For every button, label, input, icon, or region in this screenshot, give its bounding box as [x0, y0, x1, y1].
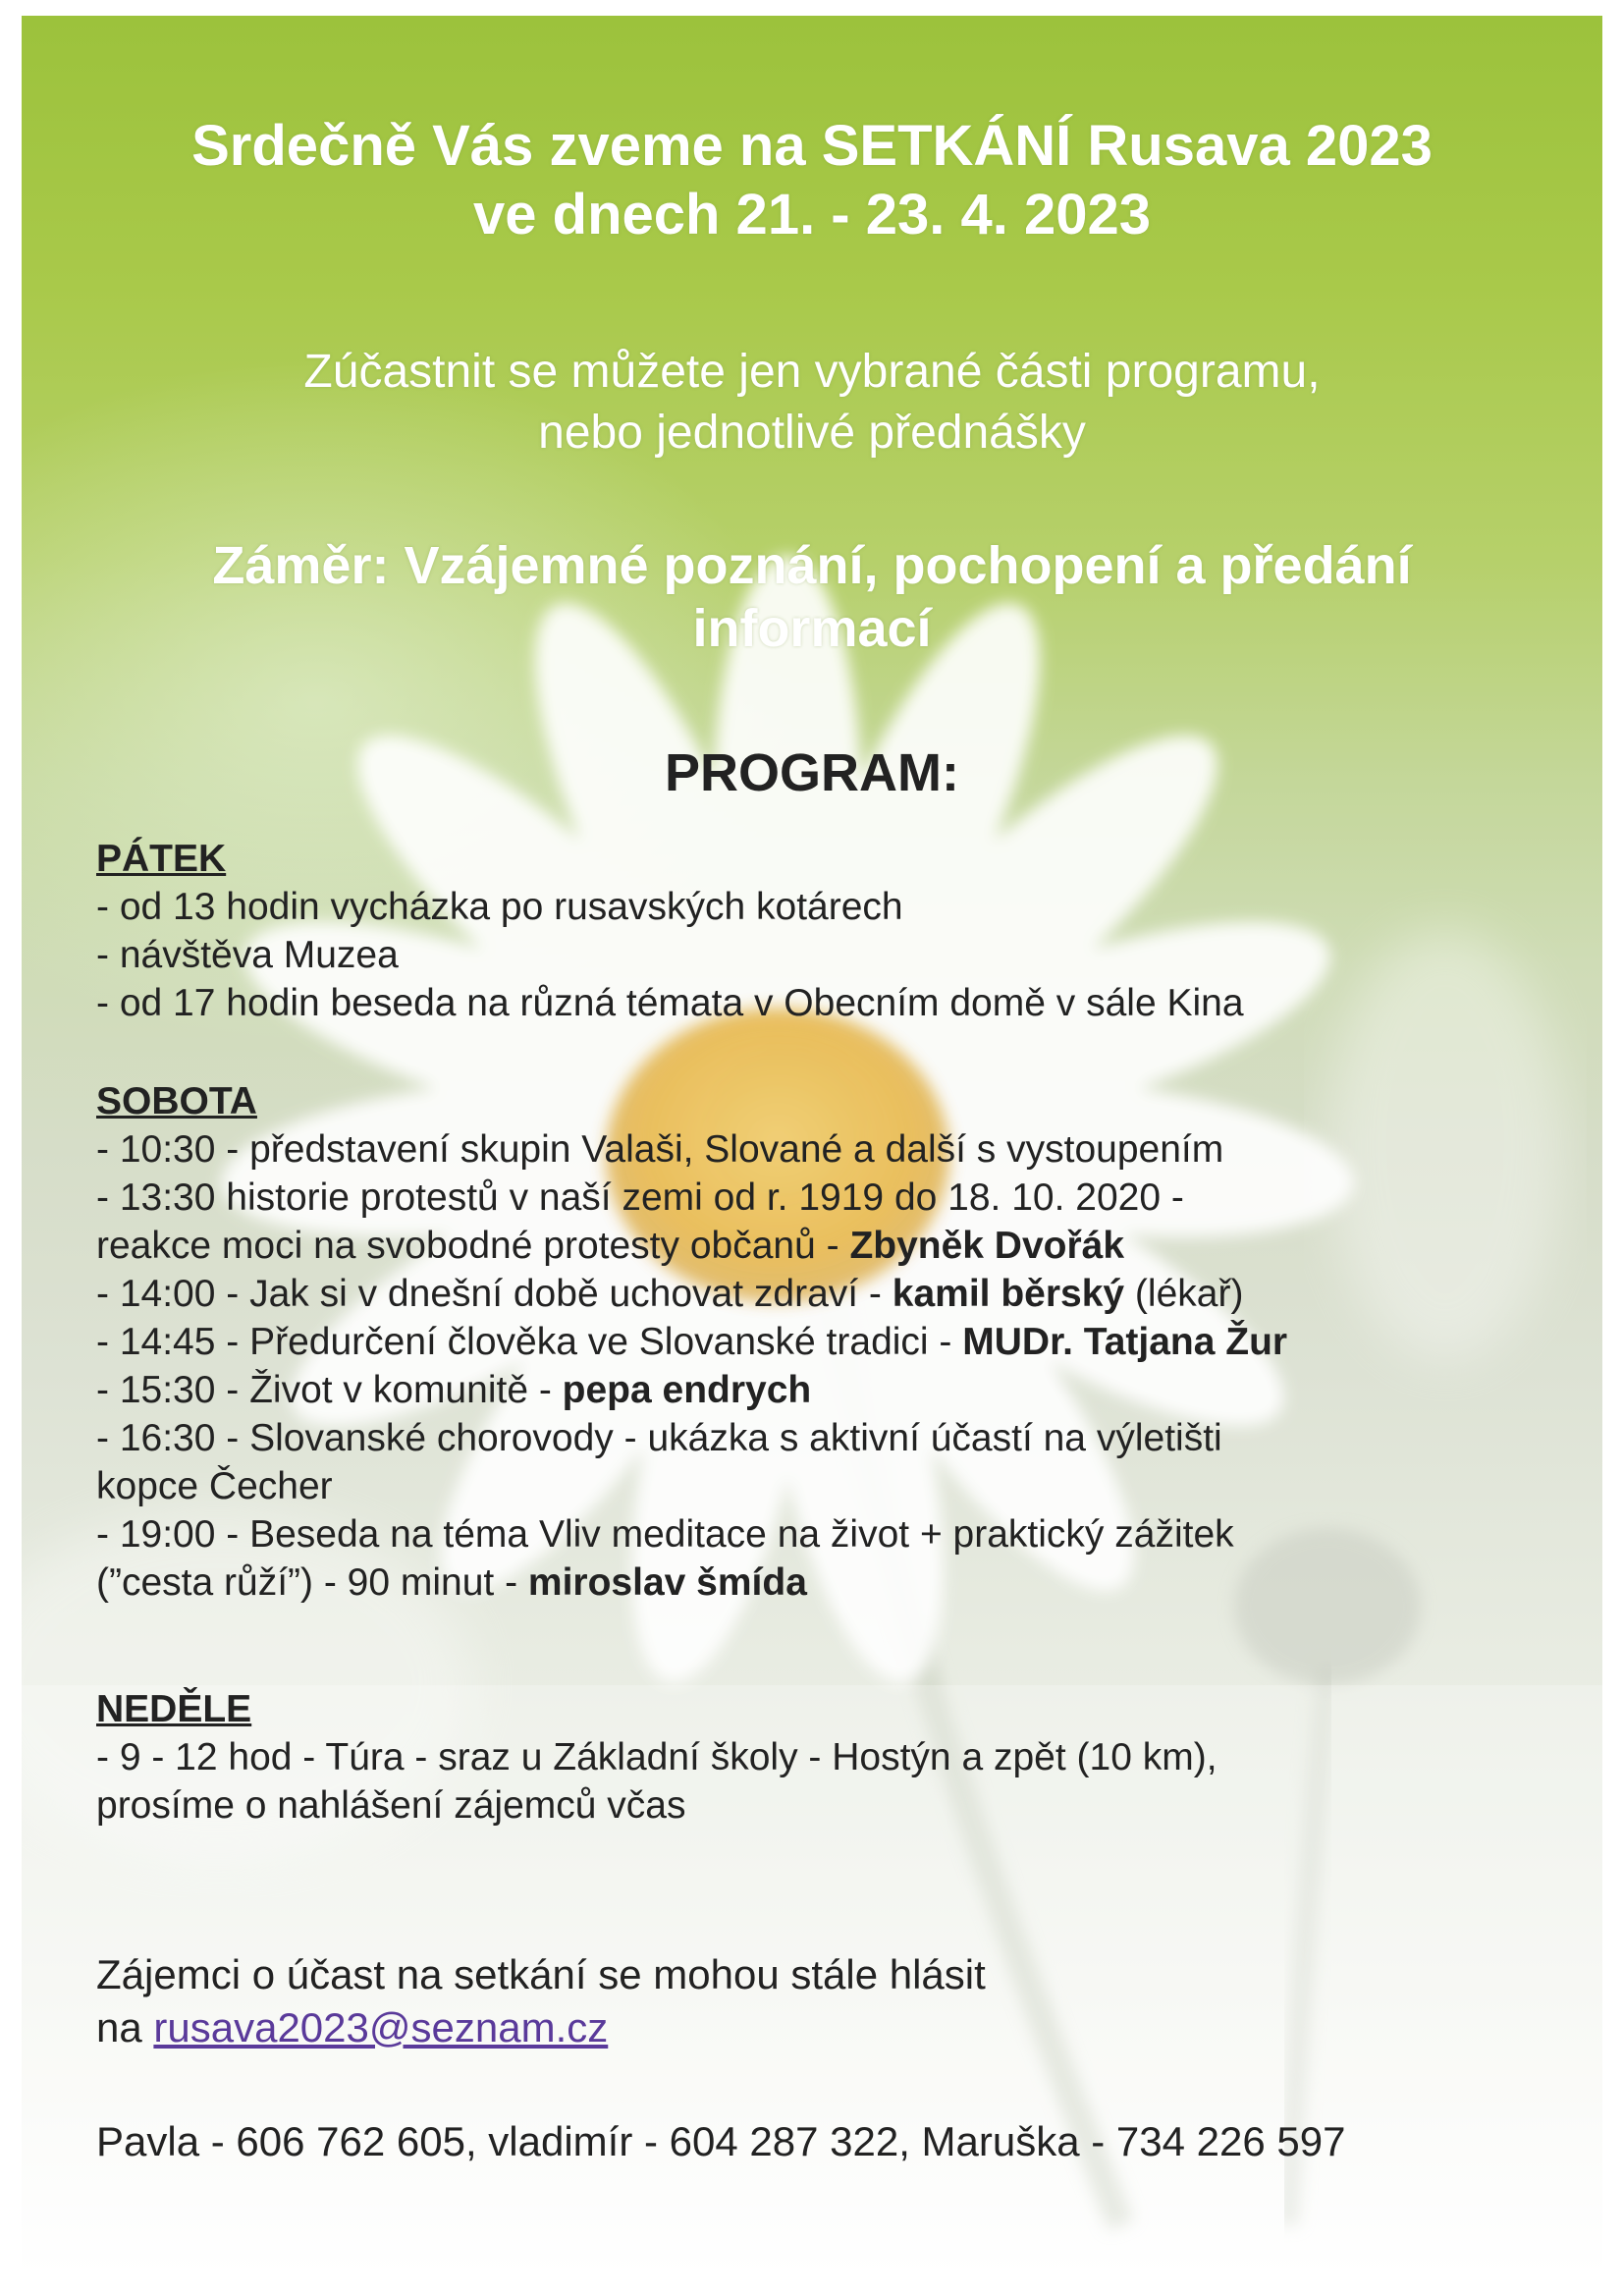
- saturday-item-2-text: reakce moci na svobodné protesty občanů -: [96, 1225, 850, 1267]
- speaker-bersky-role: (lékař): [1124, 1273, 1244, 1315]
- saturday-item-7-text: (”cesta růží”) - 90 minut -: [96, 1561, 528, 1604]
- saturday-item-1: - 10:30 - představení skupin Valaši, Slované a další s vystoupením: [96, 1128, 1224, 1171]
- subtitle-line-2: nebo jednotlivé přednášky: [538, 407, 1086, 459]
- saturday-item-7: - 19:00 - Beseda na téma Vliv meditace na život + praktický zážitek: [96, 1513, 1234, 1556]
- contact-line: Zájemci o účast na setkání se mohou stále hlásit: [96, 1951, 986, 1997]
- sunday-label: NEDĚLE: [96, 1688, 252, 1730]
- intent-line-2: informací: [692, 599, 932, 658]
- invitation-title: [22, 112, 1602, 249]
- intent-statement: [22, 534, 1602, 660]
- poster: [22, 16, 1602, 2274]
- saturday-item-5: [96, 1366, 1569, 1414]
- saturday-item-5-text: - 15:30 - Život v komunitě -: [96, 1369, 563, 1411]
- saturday-item-4: [96, 1318, 1569, 1366]
- friday-label: PÁTEK: [96, 838, 227, 880]
- contact-email-line: [96, 2001, 1569, 2054]
- saturday-item-3-text: - 14:00 - Jak si v dnešní době uchovat zdraví -: [96, 1273, 893, 1315]
- saturday-item-6: - 16:30 - Slovanské chorovody - ukázka s aktivní účastí na výletišti: [96, 1417, 1222, 1459]
- saturday-item-2-cont: [96, 1222, 1569, 1270]
- speaker-dvorak: Zbyněk Dvořák: [849, 1225, 1125, 1267]
- saturday-item-6-cont: kopce Čecher: [96, 1465, 333, 1507]
- phone-contacts: [96, 2115, 1569, 2168]
- saturday-item-2: - 13:30 historie protestů v naší zemi od r. 1919 do 18. 10. 2020 -: [96, 1176, 1184, 1219]
- saturday-item-7-cont: [96, 1558, 1569, 1607]
- subtitle-line-1: Zúčastnit se můžete jen vybrané části programu,: [303, 346, 1321, 398]
- friday-item-3: - od 17 hodin beseda na různá témata v Obecním domě v sále Kina: [96, 982, 1244, 1024]
- program-heading: PROGRAM:: [665, 743, 959, 802]
- contact-email-link[interactable]: rusava2023@seznam.cz: [153, 2004, 609, 2050]
- sunday-section: [96, 1685, 1569, 1830]
- contact-email-prefix: na: [96, 2004, 154, 2050]
- speaker-zur: MUDr. Tatjana Žur: [962, 1321, 1288, 1363]
- title-line-2: ve dnech 21. - 23. 4. 2023: [473, 183, 1151, 246]
- friday-item-2: - návštěva Muzea: [96, 934, 399, 976]
- title-line-1: Srdečně Vás zveme na SETKÁNÍ Rusava 2023: [191, 114, 1433, 178]
- contact-section: [96, 1948, 1569, 2054]
- sunday-item-1: - 9 - 12 hod - Túra - sraz u Základní školy - Hostýn a zpět (10 km),: [96, 1736, 1217, 1778]
- sunday-item-1-cont: prosíme o nahlášení zájemců včas: [96, 1784, 686, 1827]
- speaker-endrych: pepa endrych: [562, 1369, 812, 1411]
- friday-item-1: - od 13 hodin vycházka po rusavských kotárech: [96, 886, 903, 928]
- saturday-item-3: [96, 1270, 1569, 1318]
- speaker-bersky: kamil běrský: [892, 1273, 1125, 1315]
- friday-section: [96, 835, 1569, 1027]
- speaker-smida: miroslav šmída: [527, 1561, 807, 1604]
- saturday-item-4-text: - 14:45 - Předurčení člověka ve Slovanské tradici -: [96, 1321, 963, 1363]
- invitation-subtitle: [22, 342, 1602, 464]
- phone-list: Pavla - 606 762 605, vladimír - 604 287 322, Maruška - 734 226 597: [96, 2118, 1346, 2164]
- intent-line-1: Záměr: Vzájemné poznání, pochopení a předání: [212, 536, 1412, 595]
- saturday-section: [96, 1077, 1569, 1607]
- saturday-label: SOBOTA: [96, 1080, 257, 1122]
